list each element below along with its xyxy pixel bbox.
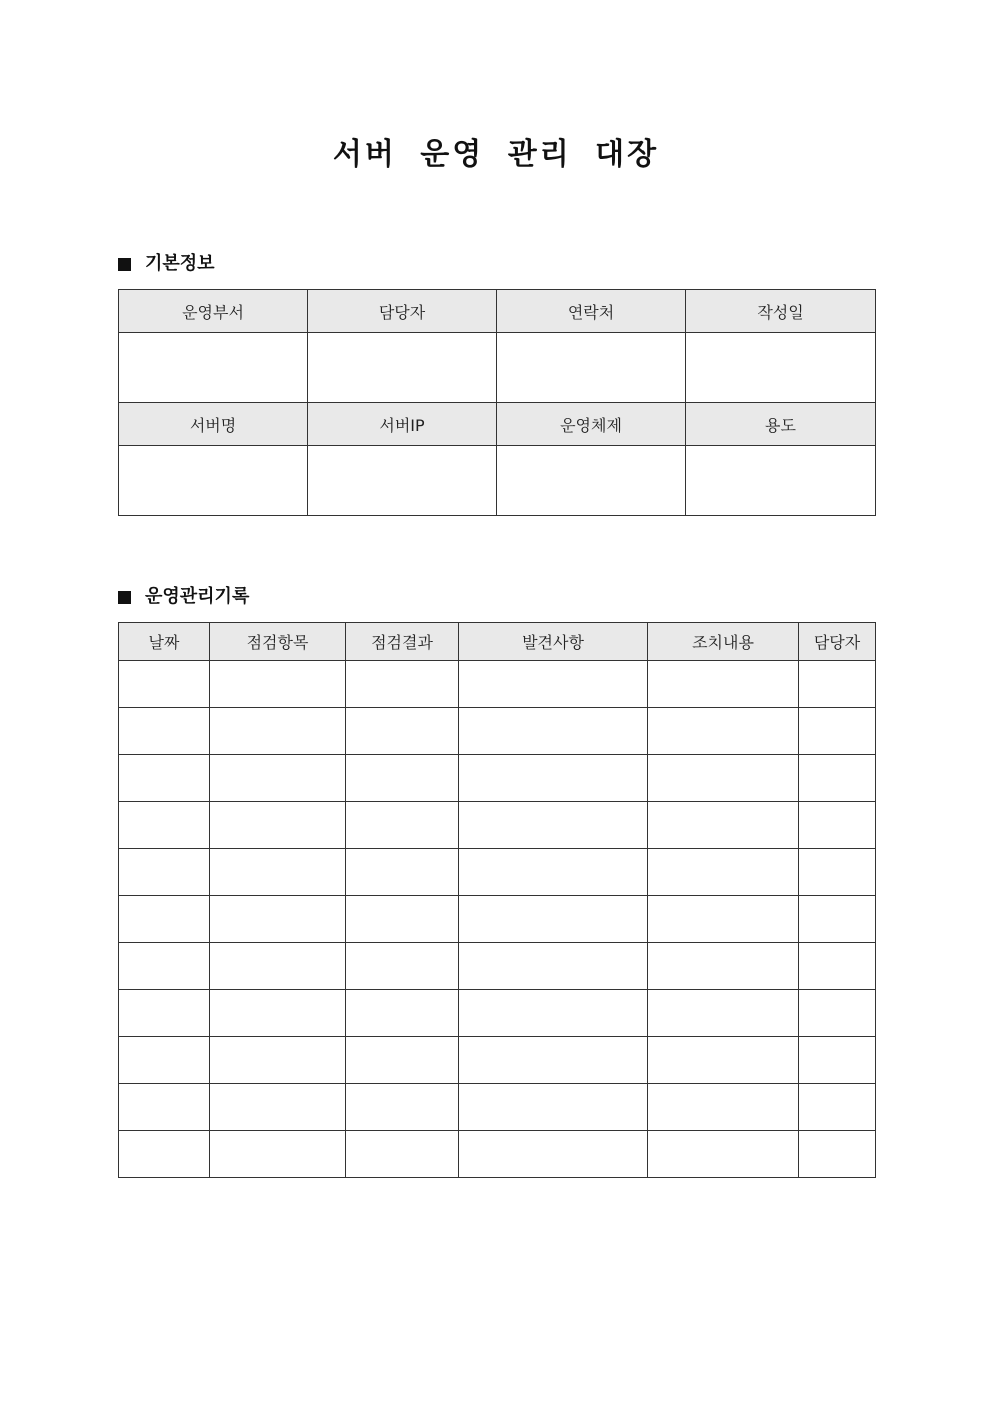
- manager-cell[interactable]: [799, 1084, 876, 1131]
- table-row: [119, 1084, 876, 1131]
- findings-cell[interactable]: [459, 990, 648, 1037]
- basic-info-value-row-2: [119, 446, 876, 516]
- action-taken-cell[interactable]: [648, 943, 799, 990]
- action-taken-cell[interactable]: [648, 1131, 799, 1178]
- action-taken-cell[interactable]: [648, 755, 799, 802]
- findings-cell[interactable]: [459, 1084, 648, 1131]
- table-row: [119, 708, 876, 755]
- date-cell[interactable]: [119, 1037, 210, 1084]
- manager-value-cell[interactable]: [308, 333, 497, 403]
- date-cell[interactable]: [119, 990, 210, 1037]
- action-taken-cell[interactable]: [648, 1037, 799, 1084]
- os-value-cell[interactable]: [497, 446, 686, 516]
- check-result-cell[interactable]: [346, 802, 459, 849]
- column-header-findings: 발견사항: [459, 623, 648, 661]
- date-cell[interactable]: [119, 896, 210, 943]
- check-item-cell[interactable]: [210, 802, 346, 849]
- manager-cell[interactable]: [799, 708, 876, 755]
- table-row: [119, 896, 876, 943]
- check-item-cell[interactable]: [210, 943, 346, 990]
- column-header-check-result: 점검결과: [346, 623, 459, 661]
- basic-info-header-row-2: [119, 403, 876, 446]
- page-title: 서버 운영 관리 대장: [332, 137, 660, 172]
- action-taken-cell[interactable]: [648, 708, 799, 755]
- table-row: [119, 943, 876, 990]
- check-item-cell[interactable]: [210, 755, 346, 802]
- findings-cell[interactable]: [459, 755, 648, 802]
- server-ip-value-cell[interactable]: [308, 446, 497, 516]
- column-header-manager: 담당자: [799, 623, 876, 661]
- server-name-value-cell[interactable]: [119, 446, 308, 516]
- action-taken-cell[interactable]: [648, 661, 799, 708]
- table-row: [119, 990, 876, 1037]
- square-bullet-icon: [118, 258, 131, 271]
- table-row: [119, 849, 876, 896]
- table-row: [119, 802, 876, 849]
- manager-cell[interactable]: [799, 661, 876, 708]
- header-cell-manager: 담당자: [308, 290, 497, 333]
- findings-cell[interactable]: [459, 896, 648, 943]
- check-result-cell[interactable]: [346, 1084, 459, 1131]
- action-taken-cell[interactable]: [648, 849, 799, 896]
- manager-cell[interactable]: [799, 755, 876, 802]
- findings-cell[interactable]: [459, 708, 648, 755]
- date-written-value-cell[interactable]: [686, 333, 876, 403]
- basic-info-value-row-1: [119, 333, 876, 403]
- check-result-cell[interactable]: [346, 755, 459, 802]
- header-cell-purpose: 용도: [686, 403, 876, 446]
- date-cell[interactable]: [119, 849, 210, 896]
- manager-cell[interactable]: [799, 1037, 876, 1084]
- findings-cell[interactable]: [459, 802, 648, 849]
- operation-log-table: [118, 622, 876, 1178]
- table-row: [119, 1037, 876, 1084]
- findings-cell[interactable]: [459, 849, 648, 896]
- header-cell-contact: 연락처: [497, 290, 686, 333]
- square-bullet-icon: [118, 591, 131, 604]
- findings-cell[interactable]: [459, 1037, 648, 1084]
- check-result-cell[interactable]: [346, 1037, 459, 1084]
- table-row: [119, 661, 876, 708]
- purpose-value-cell[interactable]: [686, 446, 876, 516]
- contact-value-cell[interactable]: [497, 333, 686, 403]
- manager-cell[interactable]: [799, 802, 876, 849]
- check-result-cell[interactable]: [346, 943, 459, 990]
- check-result-cell[interactable]: [346, 1131, 459, 1178]
- header-cell-server-name: 서버명: [119, 403, 308, 446]
- section-heading-label: 기본정보: [145, 253, 215, 274]
- findings-cell[interactable]: [459, 943, 648, 990]
- manager-cell[interactable]: [799, 990, 876, 1037]
- check-result-cell[interactable]: [346, 661, 459, 708]
- check-item-cell[interactable]: [210, 849, 346, 896]
- check-result-cell[interactable]: [346, 849, 459, 896]
- check-item-cell[interactable]: [210, 1084, 346, 1131]
- date-cell[interactable]: [119, 708, 210, 755]
- operation-log-body: [119, 661, 876, 1178]
- action-taken-cell[interactable]: [648, 1084, 799, 1131]
- manager-cell[interactable]: [799, 1131, 876, 1178]
- column-header-action-taken: 조치내용: [648, 623, 799, 661]
- check-item-cell[interactable]: [210, 1037, 346, 1084]
- check-item-cell[interactable]: [210, 1131, 346, 1178]
- date-cell[interactable]: [119, 1131, 210, 1178]
- check-item-cell[interactable]: [210, 896, 346, 943]
- header-cell-os: 운영체제: [497, 403, 686, 446]
- operation-log-header-row: [119, 623, 876, 661]
- check-result-cell[interactable]: [346, 708, 459, 755]
- column-header-check-item: 점검항목: [210, 623, 346, 661]
- check-result-cell[interactable]: [346, 990, 459, 1037]
- date-cell[interactable]: [119, 755, 210, 802]
- check-item-cell[interactable]: [210, 708, 346, 755]
- findings-cell[interactable]: [459, 1131, 648, 1178]
- date-cell[interactable]: [119, 661, 210, 708]
- table-row: [119, 1131, 876, 1178]
- header-cell-date-written: 작성일: [686, 290, 876, 333]
- check-result-cell[interactable]: [346, 896, 459, 943]
- section-heading-label: 운영관리기록: [145, 586, 250, 607]
- date-cell[interactable]: [119, 943, 210, 990]
- action-taken-cell[interactable]: [648, 896, 799, 943]
- date-cell[interactable]: [119, 802, 210, 849]
- section-heading-basic-info: [118, 251, 215, 277]
- section-heading-operation-log: [118, 584, 249, 610]
- header-cell-department: 운영부서: [119, 290, 308, 333]
- manager-cell[interactable]: [799, 849, 876, 896]
- action-taken-cell[interactable]: [648, 990, 799, 1037]
- column-header-date: 날짜: [119, 623, 210, 661]
- findings-cell[interactable]: [459, 661, 648, 708]
- table-row: [119, 755, 876, 802]
- manager-cell[interactable]: [799, 943, 876, 990]
- manager-cell[interactable]: [799, 896, 876, 943]
- department-value-cell[interactable]: [119, 333, 308, 403]
- basic-info-header-row-1: [119, 290, 876, 333]
- basic-info-table: [118, 289, 876, 516]
- date-cell[interactable]: [119, 1084, 210, 1131]
- header-cell-server-ip: 서버IP: [308, 403, 497, 446]
- check-item-cell[interactable]: [210, 661, 346, 708]
- check-item-cell[interactable]: [210, 990, 346, 1037]
- action-taken-cell[interactable]: [648, 802, 799, 849]
